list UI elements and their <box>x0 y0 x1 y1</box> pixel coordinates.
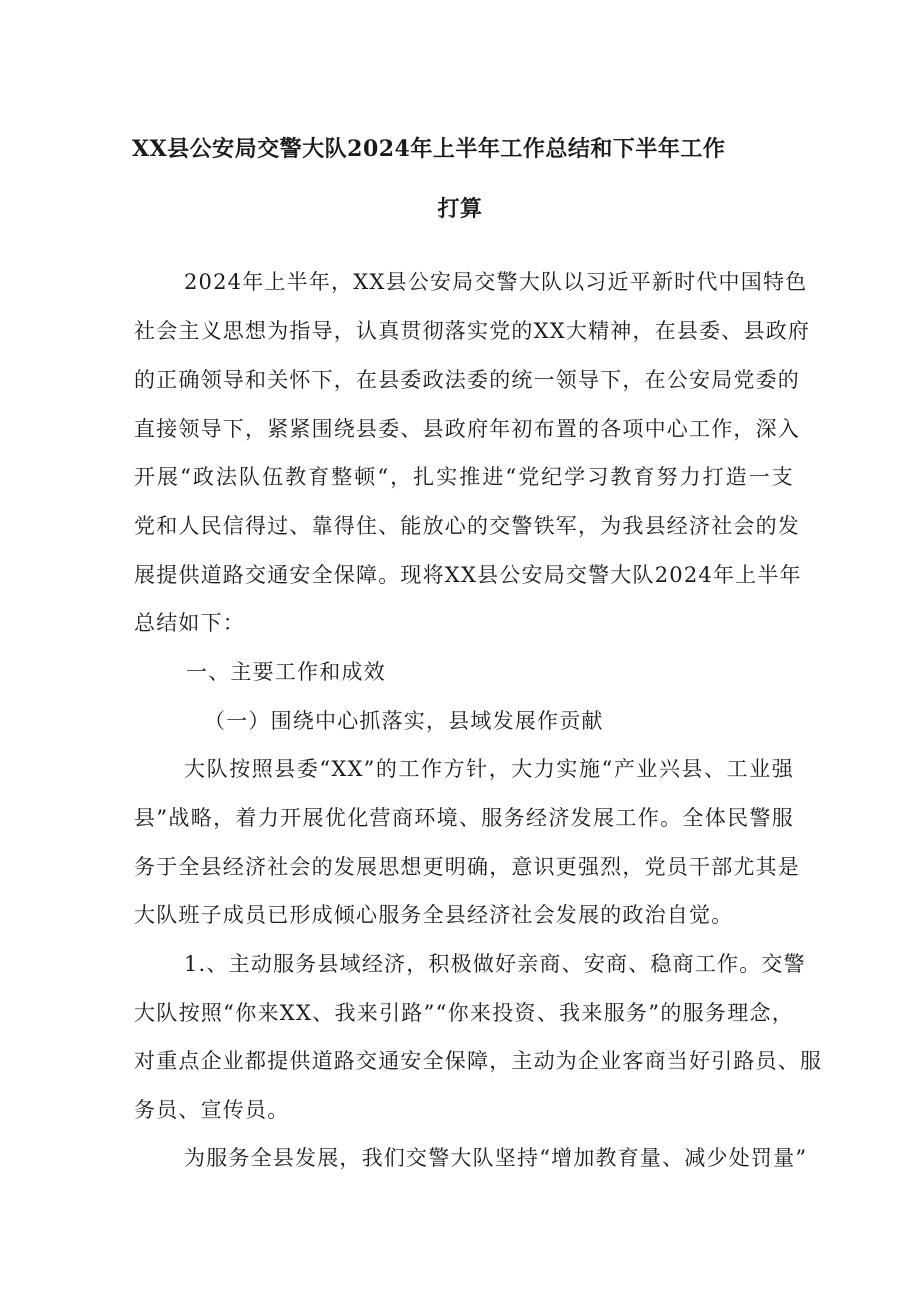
intro-line: 2024年上半年，XX县公安局交警大队以习近平新时代中国特色 <box>184 270 808 294</box>
strategy-line: 县”战略，着力开展优化营商环境、服务经济发展工作。全体民警服 <box>134 806 794 830</box>
item-1-line: 大队按照“你来XX、我来引路”“你来投资、我来服务”的服务理念， <box>134 1001 794 1025</box>
strategy-line: 务于全县经济社会的发展思想更明确，意识更强烈，党员干部尤其是 <box>134 855 800 879</box>
intro-line: 党和人民信得过、靠得住、能放心的交警铁军，为我县经济社会的发 <box>134 514 800 538</box>
last-paragraph-line: 为服务全县发展，我们交警大队坚持“增加教育量、减少处罚量” <box>184 1146 808 1170</box>
subsection-heading-1: （一）围绕中心抓落实，县域发展作贡献 <box>204 709 604 733</box>
item-1-line: 务员、宣传员。 <box>134 1098 290 1122</box>
document-title-line-1: XX县公安局交警大队2024年上半年工作总结和下半年工作 <box>132 136 726 162</box>
intro-line: 直接领导下，紧紧围绕县委、县政府年初布置的各项中心工作，深入 <box>134 417 800 441</box>
item-1-line: 1.、主动服务县域经济，积极做好亲商、安商、稳商工作。交警 <box>184 952 806 976</box>
document-title-line-2: 打算 <box>437 196 483 222</box>
intro-line: 的正确领导和关怀下，在县委政法委的统一领导下，在公安局党委的 <box>134 368 800 392</box>
item-1-line: 对重点企业都提供道路交通安全保障，主动为企业客商当好引路员、服 <box>134 1049 823 1073</box>
strategy-line: 大队班子成员已形成倾心服务全县经济社会发展的政治自觉。 <box>134 903 734 927</box>
section-heading-main-work: 一、主要工作和成效 <box>186 660 386 684</box>
intro-line: 总结如下： <box>134 611 245 635</box>
intro-line: 开展“政法队伍教育整顿“，扎实推进“党纪学习教育努力打造一支 <box>134 465 794 489</box>
strategy-line: 大队按照县委“XX”的工作方针，大力实施“产业兴县、工业强 <box>184 757 794 781</box>
intro-line: 展提供道路交通安全保障。现将XX县公安局交警大队2024年上半年 <box>134 563 802 587</box>
intro-line: 社会主义思想为指导，认真贯彻落实党的XX大精神，在县委、县政府 <box>134 319 811 343</box>
